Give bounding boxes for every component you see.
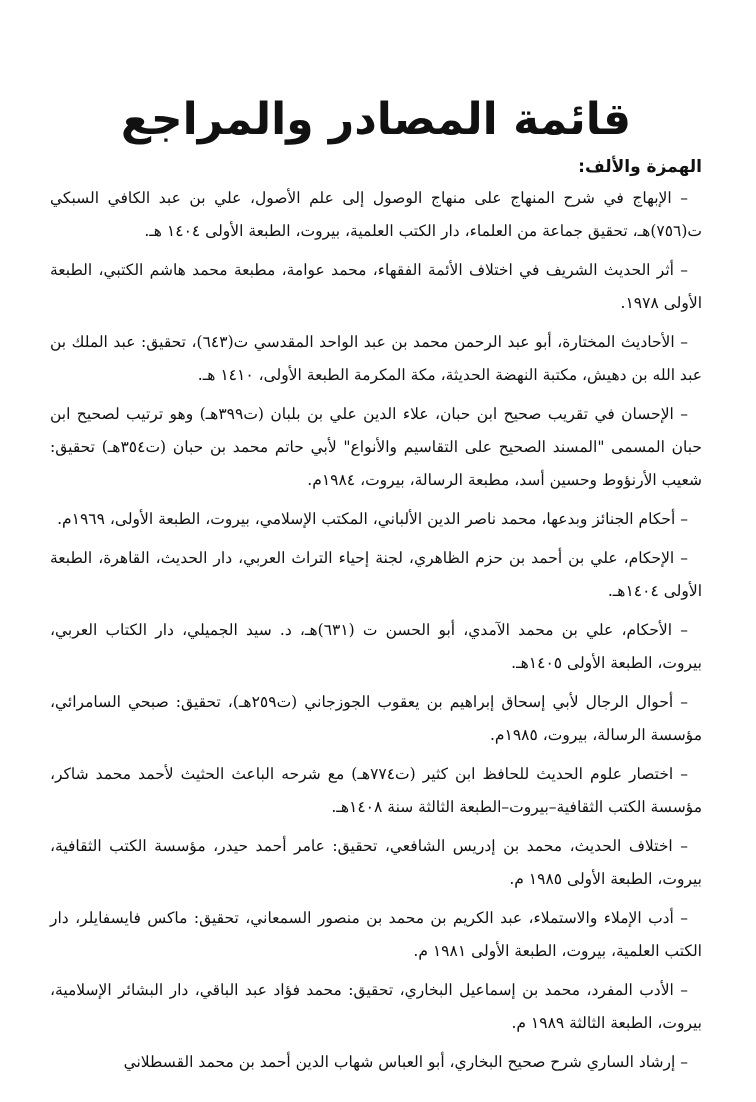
bibliography-entry: – الإبهاج في شرح المنهاج على منهاج الوصول إلى علم الأصول، علي بن عبد الكافي السبكي ت(٧٥٦)هـ، تحقيق جماعة من العلماء، دار الكتب العلمية، بيروت، الطبعة الأولى ١٤٠٤ هـ. <box>50 189 702 240</box>
bibliography-entry: – الأحكام، علي بن محمد الآمدي، أبو الحسن ت (٦٣١)هـ، د. سيد الجميلي، دار الكتاب العربي، بيروت، الطبعة الأولى ١٤٠٥هـ. <box>50 621 702 672</box>
bibliography-entry: – أحكام الجنائز وبدعها، محمد ناصر الدين الألباني، المكتب الإسلامي، بيروت، الطبعة الأولى، ١٩٦٩م. <box>57 510 688 528</box>
bibliography-entry: – الأدب المفرد، محمد بن إسماعيل البخاري، تحقيق: محمد فؤاد عبد الباقي، دار البشائر الإسلامية، بيروت، الطبعة الثالثة ١٩٨٩ م. <box>50 981 702 1032</box>
bibliography-list <box>50 182 702 1079</box>
bibliography-entry: – اختلاف الحديث، محمد بن إدريس الشافعي، تحقيق: عامر أحمد حيدر، مؤسسة الكتب الثقافية، بيروت، الطبعة الأولى ١٩٨٥ م. <box>50 837 702 888</box>
bibliography-entry: – الأحاديث المختارة، أبو عبد الرحمن محمد بن عبد الواحد المقدسي ت(٦٤٣)، تحقيق: عبد الملك بن عبد الله بن دهيش، مكتبة النهضة الحديثة، مكة المكرمة الطبعة الأولى، ١٤١٠ هـ. <box>50 333 702 384</box>
bibliography-entry: – أثر الحديث الشريف في اختلاف الأئمة الفقهاء، محمد عوامة، مطبعة محمد هاشم الكتبي، الطبعة الأولى ١٩٧٨. <box>50 261 702 312</box>
bibliography-entry: – أدب الإملاء والاستملاء، عبد الكريم بن محمد بن منصور السمعاني، تحقيق: ماكس فايسفايلر، دار الكتب العلمية، بيروت، الطبعة الأولى ١٩٨١ م. <box>50 909 702 960</box>
bibliography-entry: – إرشاد الساري شرح صحيح البخاري، أبو العباس شهاب الدين أحمد بن محمد القسطلاني <box>123 1053 688 1071</box>
bibliography-entry: – الإحكام، علي بن أحمد بن حزم الظاهري، لجنة إحياء التراث العربي، دار الحديث، القاهرة، الطبعة الأولى ١٤٠٤هـ. <box>50 549 702 600</box>
section-heading: الهمزة والألف: <box>578 157 702 177</box>
bibliography-entry: – اختصار علوم الحديث للحافظ ابن كثير (ت٧٧٤هـ) مع شرحه الباعث الحثيث لأحمد محمد شاكر، مؤسسة الكتب الثقافية–بيروت–الطبعة الثالثة سنة ١٤٠٨هـ. <box>50 765 702 816</box>
page-title: قائمة المصادر والمراجع <box>120 94 632 145</box>
bibliography-entry: – أحوال الرجال لأبي إسحاق إبراهيم بن يعقوب الجوزجاني (ت٢٥٩هـ)، تحقيق: صبحي السامرائي، مؤسسة الرسالة، بيروت، ١٩٨٥م. <box>50 693 702 744</box>
bibliography-entry: – الإحسان في تقريب صحيح ابن حبان، علاء الدين علي بن بلبان (ت٣٩٩هـ) وهو ترتيب لصحيح ابن حبان المسمى "المسند الصحيح على التقاسيم والأنواع" لأبي حاتم محمد بن حبان (ت٣٥٤هـ) تحقيق: شعيب الأرنؤوط وحسين أسد، مطبعة الرسالة، بيروت، ١٩٨٤م. <box>50 405 702 489</box>
